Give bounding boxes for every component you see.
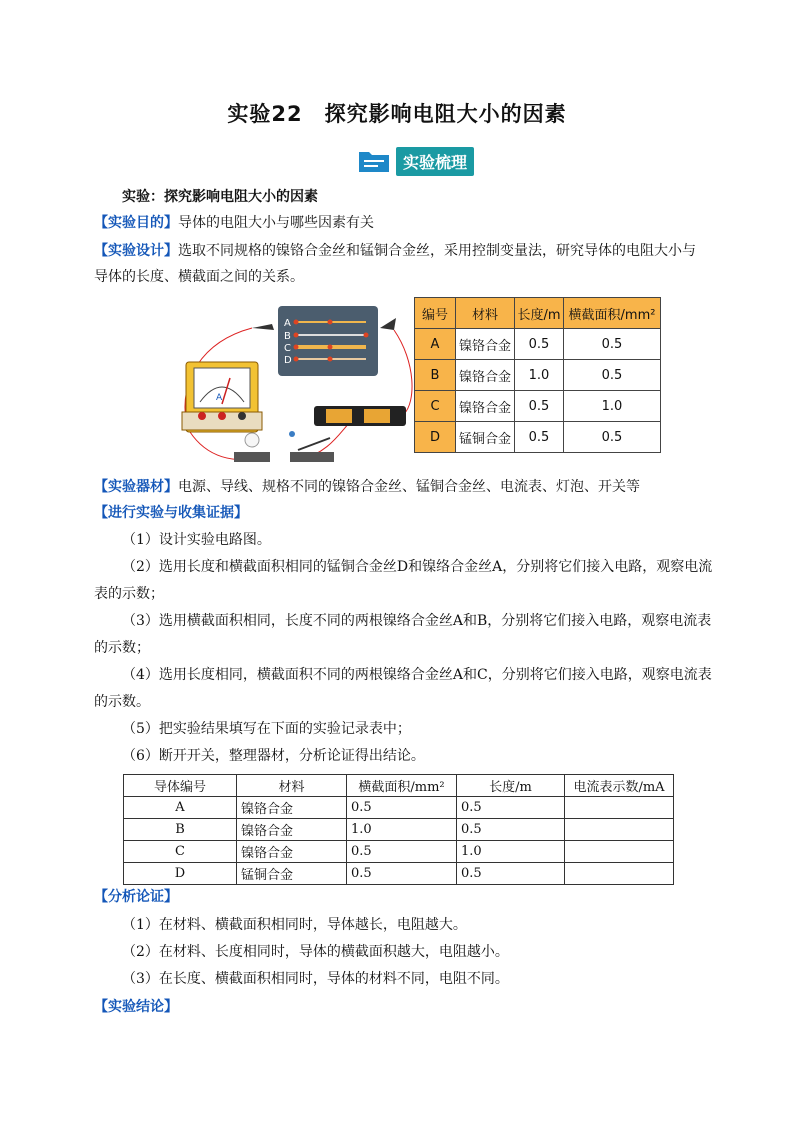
spec-cell: 0.5	[564, 360, 661, 391]
procedure-step: （4）选用长度相同，横截面积不同的两根镍络合金丝A和C，分别将它们接入电路，观察电流表	[122, 667, 712, 683]
design-line	[94, 242, 734, 260]
record-cell: 0.5	[347, 797, 457, 819]
design-tag: 【实验设计】	[94, 243, 178, 259]
table-row	[124, 819, 674, 841]
procedure-step: （5）把实验结果填写在下面的实验记录表中；	[122, 721, 411, 737]
record-cell: B	[124, 819, 237, 841]
purpose-line	[94, 214, 734, 232]
analysis-item: （1）在材料、横截面积相同时，导体越长，电阻越大。	[122, 917, 467, 933]
experiment-label: 实验：	[122, 189, 164, 205]
record-cell	[565, 863, 674, 885]
ammeter	[182, 362, 262, 432]
analysis-item: （3）在长度、横截面积相同时，导体的材料不同，电阻不同。	[122, 971, 509, 987]
banner-label: 实验梳理	[396, 147, 474, 176]
experiment-name: 探究影响电阻大小的因素	[164, 189, 318, 205]
spec-cell: 镍铬合金	[456, 329, 515, 360]
wire-c	[294, 345, 367, 350]
circuit-figure	[180, 302, 416, 472]
record-cell: D	[124, 863, 237, 885]
table-row	[415, 391, 661, 422]
record-cell: 锰铜合金	[237, 863, 347, 885]
record-cell	[565, 819, 674, 841]
wire-label-d: D	[284, 355, 292, 366]
title-number: 实验22	[227, 102, 303, 126]
procedure-step-cont: 表的示数；	[94, 586, 164, 602]
record-cell	[565, 797, 674, 819]
spec-cell: 1.0	[515, 360, 564, 391]
record-cell: 镍铬合金	[237, 797, 347, 819]
clip-left	[252, 324, 274, 330]
table-row	[415, 422, 661, 453]
procedure-step: （1）设计实验电路图。	[122, 532, 271, 548]
record-cell: A	[124, 797, 237, 819]
battery	[314, 406, 406, 426]
record-table	[123, 774, 674, 885]
spec-cell: 0.5	[515, 329, 564, 360]
title-text: 探究影响电阻大小的因素	[324, 102, 567, 126]
spec-header-material: 材料	[456, 298, 515, 329]
light-bulb	[234, 433, 270, 462]
table-row	[124, 863, 674, 885]
record-header: 导体编号	[124, 775, 237, 797]
spec-cell: 0.5	[564, 329, 661, 360]
table-row	[124, 797, 674, 819]
record-header: 横截面积/mm²	[347, 775, 457, 797]
record-cell: 0.5	[347, 841, 457, 863]
purpose-tag: 【实验目的】	[94, 215, 178, 231]
procedure-step: （6）断开开关，整理器材，分析论证得出结论。	[122, 748, 425, 764]
spec-cell: 镍铬合金	[456, 391, 515, 422]
spec-cell: 镍铬合金	[456, 360, 515, 391]
record-cell	[565, 841, 674, 863]
spec-cell: 0.5	[515, 422, 564, 453]
folder-icon	[358, 149, 390, 173]
spec-header-length: 长度/m	[515, 298, 564, 329]
wire-label-c: C	[284, 343, 291, 354]
record-cell: 0.5	[347, 863, 457, 885]
spec-cell: D	[415, 422, 456, 453]
spec-cell: B	[415, 360, 456, 391]
experiment-heading	[122, 188, 762, 206]
table-row	[415, 329, 661, 360]
wire-board	[278, 306, 378, 376]
spec-table	[414, 297, 661, 453]
procedure-tag: 【进行实验与收集证据】	[94, 505, 248, 521]
record-header-row	[124, 775, 674, 797]
procedure-step: （3）选用横截面积相同，长度不同的两根镍络合金丝A和B，分别将它们接入电路，观察电流表	[122, 613, 712, 629]
equipment-line	[94, 478, 734, 496]
spec-cell: 锰铜合金	[456, 422, 515, 453]
procedure-step-cont: 的示数；	[94, 640, 150, 656]
spec-header-area: 横截面积/mm²	[564, 298, 661, 329]
record-cell: 镍铬合金	[237, 841, 347, 863]
spec-cell: 0.5	[564, 422, 661, 453]
record-cell: 镍铬合金	[237, 819, 347, 841]
spec-cell: A	[415, 329, 456, 360]
wire-label-a: A	[284, 318, 291, 329]
procedure-step: （2）选用长度和横截面积相同的锰铜合金丝D和镍络合金丝A，分别将它们接入电路，观察电流	[122, 559, 713, 575]
record-cell: C	[124, 841, 237, 863]
clip-right	[380, 318, 396, 330]
spec-cell: 0.5	[515, 391, 564, 422]
page-title	[0, 98, 794, 128]
record-cell: 0.5	[457, 797, 565, 819]
spec-header-id: 编号	[415, 298, 456, 329]
record-cell: 1.0	[347, 819, 457, 841]
design-line-2: 导体的长度、横截面之间的关系。	[94, 269, 304, 285]
record-header: 材料	[237, 775, 347, 797]
analysis-tag: 【分析论证】	[94, 889, 178, 905]
wire-label-b: B	[284, 331, 291, 342]
design-text: 选取不同规格的镍铬合金丝和锰铜合金丝，采用控制变量法，研究导体的电阻大小与	[178, 243, 696, 259]
spec-header-row	[415, 298, 661, 329]
equipment-text: 电源、导线、规格不同的镍铬合金丝、锰铜合金丝、电流表、灯泡、开关等	[178, 479, 640, 495]
spec-cell: 1.0	[564, 391, 661, 422]
equipment-tag: 【实验器材】	[94, 479, 178, 495]
record-cell: 0.5	[457, 819, 565, 841]
record-header: 电流表示数/mA	[565, 775, 674, 797]
record-cell: 1.0	[457, 841, 565, 863]
procedure-step-cont: 的示数。	[94, 694, 150, 710]
table-row	[124, 841, 674, 863]
record-cell: 0.5	[457, 863, 565, 885]
ammeter-label: A	[216, 393, 223, 403]
section-banner	[358, 146, 474, 176]
spec-cell: C	[415, 391, 456, 422]
record-header: 长度/m	[457, 775, 565, 797]
analysis-item: （2）在材料、长度相同时，导体的横截面积越大，电阻越小。	[122, 944, 509, 960]
purpose-text: 导体的电阻大小与哪些因素有关	[178, 215, 374, 231]
table-row	[415, 360, 661, 391]
conclusion-tag: 【实验结论】	[94, 999, 178, 1015]
